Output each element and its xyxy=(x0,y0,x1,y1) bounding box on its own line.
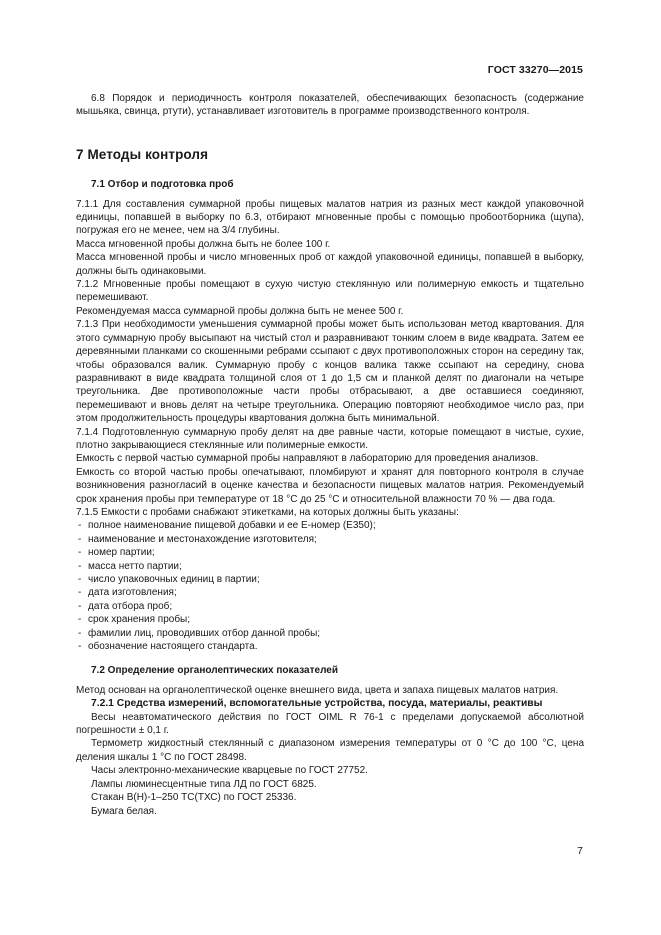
list-item: - номер партии; xyxy=(76,546,584,559)
equipment-item-clock: Часы электронно-механические кварцевые по ГОСТ 27752. xyxy=(91,765,368,777)
paragraph-7-1-5: 7.1.5 Емкости с пробами снабжают этикетками, на которых должны быть указаны: xyxy=(76,506,459,518)
paragraph-sample-count: Масса мгновенной пробы и число мгновенных проб от каждой упаковочной единицы, попавшей в выборку, должны быть одинаковыми. xyxy=(76,252,584,277)
list-item: - масса нетто партии; xyxy=(76,560,584,573)
list-item: - наименование и местонахождение изготовителя; xyxy=(76,533,584,546)
equipment-item-beaker: Стакан В(Н)-1–250 ТС(ТХС) по ГОСТ 25336. xyxy=(91,792,297,804)
paragraph-recommended-mass: Рекомендуемая масса суммарной пробы должна быть не менее 500 г. xyxy=(76,305,404,317)
list-item: - фамилии лиц, проводивших отбор данной пробы; xyxy=(76,627,584,640)
page-header-standard-code: ГОСТ 33270—2015 xyxy=(487,64,583,76)
paragraph-6-8 xyxy=(76,92,584,119)
document-body xyxy=(76,92,584,818)
list-item: - срок хранения пробы; xyxy=(76,613,584,626)
label-items-list xyxy=(76,519,584,653)
list-item: - полное наименование пищевой добавки и ее Е-номер (Е350); xyxy=(76,519,584,532)
list-item: - обозначение настоящего стандарта. xyxy=(76,640,584,653)
paragraph-second-part: Емкость со второй частью пробы опечатывают, пломбируют и хранят для повторного контроля в случае возникновения разногласий в оценке качества и безопасности пищевых малатов натрия. Рекомендуемый срок хранения пробы при температуре от 18 °С до 25 °С и относительной влажности 70 % — два года. xyxy=(76,466,584,505)
subsection-7-2-title: 7.2 Определение органолептических показателей xyxy=(91,665,339,677)
paragraph-7-1-2: 7.1.2 Мгновенные пробы помещают в сухую чистую стеклянную или полимерную емкость и тщательно перемешивают. xyxy=(76,279,584,304)
page-number: 7 xyxy=(577,845,583,857)
subsection-7-1-title: 7.1 Отбор и подготовка проб xyxy=(91,179,234,191)
paragraph-7-1-3: 7.1.3 При необходимости уменьшения суммарной пробы может быть использован метод квартования. Для этого суммарную пробу высыпают на чистый стол и разравнивают тонким слоем в виде квадрата. Затем ее деревянными планками со скошенными ребрами ссыпают с двух противоположных сторон на середину так, чтобы образовался валик. Суммарную пробу с концов валика также ссыпают на середину, снова разравнивают в виде квадрата толщиной слоя от 1 до 1,5 см и планкой делят по диагонали на четыре треугольника. Две противоположные части пробы отбрасывают, а две оставшиеся соединяют, перемешивают и вновь делят на четыре треугольника. Операцию повторяют необходимое число раз, при этом продолжительность процедуры квартования должна быть минимальной. xyxy=(76,319,584,425)
subsection-7-2-1-title: 7.2.1 Средства измерений, вспомогательные устройства, посуда, материалы, реактивы xyxy=(91,698,543,710)
paragraph-first-part: Емкость с первой частью суммарной пробы направляют в лабораторию для проведения анализов. xyxy=(76,453,539,465)
section-7-title: 7 Методы контроля xyxy=(76,146,209,162)
equipment-item-scales: Весы неавтоматического действия по ГОСТ OIML R 76-1 с пределами допускаемой абсолютной погрешности ± 0,1 г. xyxy=(76,711,584,737)
list-item: - дата изготовления; xyxy=(76,586,584,599)
paragraph-7-1-1: 7.1.1 Для составления суммарной пробы пищевых малатов натрия из разных мест каждой упаковочной единицы, попавшей в выборку по 6.3, отбирают мгновенные пробы с помощью пробоотборника (щупа), погружая его не менее, чем на 3/4 глубины. xyxy=(76,198,584,237)
paragraph-sample-mass: Масса мгновенной пробы должна быть не более 100 г. xyxy=(76,238,331,250)
equipment-item-thermometer: Термометр жидкостный стеклянный с диапазоном измерения температуры от 0 °С до 100 °С, цена деления шкалы 1 °С по ГОСТ 28498. xyxy=(76,738,584,763)
list-item: - число упаковочных единиц в партии; xyxy=(76,573,584,586)
paragraph-7-1-4: 7.1.4 Подготовленную суммарную пробу делят на две равные части, которые помещают в чистые, сухие, плотно закрывающиеся стеклянные или полимерные емкости. xyxy=(76,426,584,451)
equipment-item-lamps: Лампы люминесцентные типа ЛД по ГОСТ 6825. xyxy=(91,778,317,790)
paragraph-7-2-intro: Метод основан на органолептической оценке внешнего вида, цвета и запаха пищевых малатов натрия. xyxy=(76,684,559,696)
equipment-item-paper: Бумага белая. xyxy=(91,805,157,817)
list-item: - дата отбора проб; xyxy=(76,600,584,613)
paragraph-6-8-text: 6.8 Порядок и периодичность контроля показателей, обеспечивающих безопасность (содержание мышьяка, свинца, ртути), устанавливает изготовитель в программе производственного контроля. xyxy=(76,93,584,118)
